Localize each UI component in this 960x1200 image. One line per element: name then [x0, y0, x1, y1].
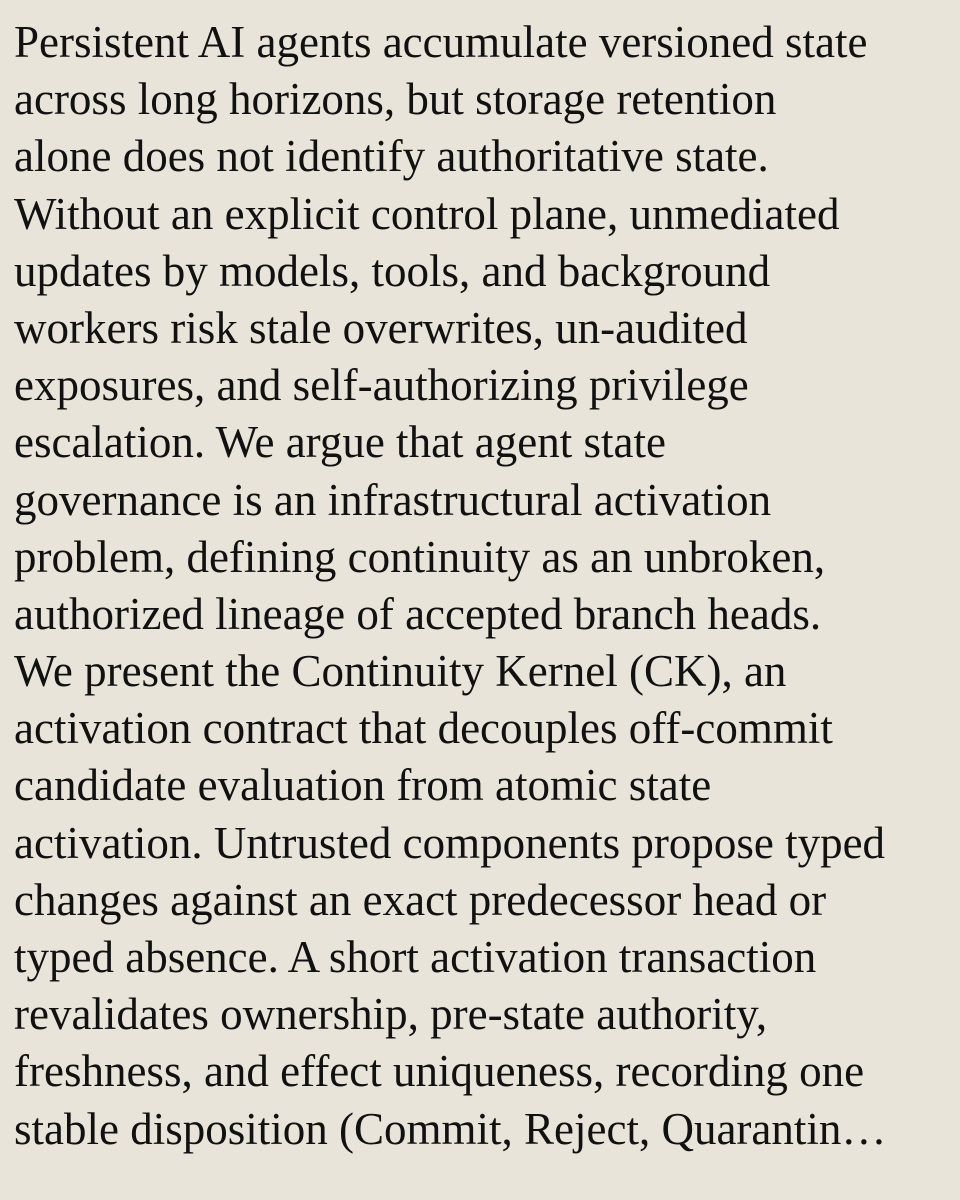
- abstract-line: activation contract that decouples off-commit: [14, 703, 833, 754]
- abstract-text: [14, 14, 954, 1158]
- abstract-line: across long horizons, but storage retention: [14, 74, 777, 125]
- abstract-line: typed absence. A short activation transaction: [14, 932, 817, 982]
- abstract-line: Without an explicit control plane, unmediated: [14, 188, 840, 239]
- abstract-line: Persistent AI agents accumulate versioned state: [14, 17, 868, 67]
- abstract-line: exposures, and self-authorizing privilege: [14, 360, 749, 411]
- abstract-line: activation. Untrusted components propose typed: [14, 817, 886, 868]
- abstract-line: changes against an exact predecessor head or: [14, 874, 827, 925]
- abstract-line: We present the Continuity Kernel (CK), an: [14, 646, 787, 697]
- abstract-line: alone does not identify authoritative state.: [14, 131, 769, 182]
- abstract-line: problem, defining continuity as an unbroken,: [14, 531, 826, 582]
- abstract-line: freshness, and effect uniqueness, recording one: [14, 1046, 865, 1097]
- abstract-line: revalidates ownership, pre-state authority,: [14, 989, 768, 1040]
- abstract-line: governance is an infrastructural activation: [14, 474, 772, 525]
- abstract-line: workers risk stale overwrites, un-audited: [14, 302, 748, 353]
- abstract-line: authorized lineage of accepted branch heads.: [14, 588, 822, 639]
- abstract-line: updates by models, tools, and background: [14, 245, 771, 296]
- abstract-line: escalation. We argue that agent state: [14, 417, 666, 468]
- abstract-line: candidate evaluation from atomic state: [14, 760, 712, 811]
- abstract-line: stable disposition (Commit, Reject, Quarantin…: [14, 1103, 887, 1154]
